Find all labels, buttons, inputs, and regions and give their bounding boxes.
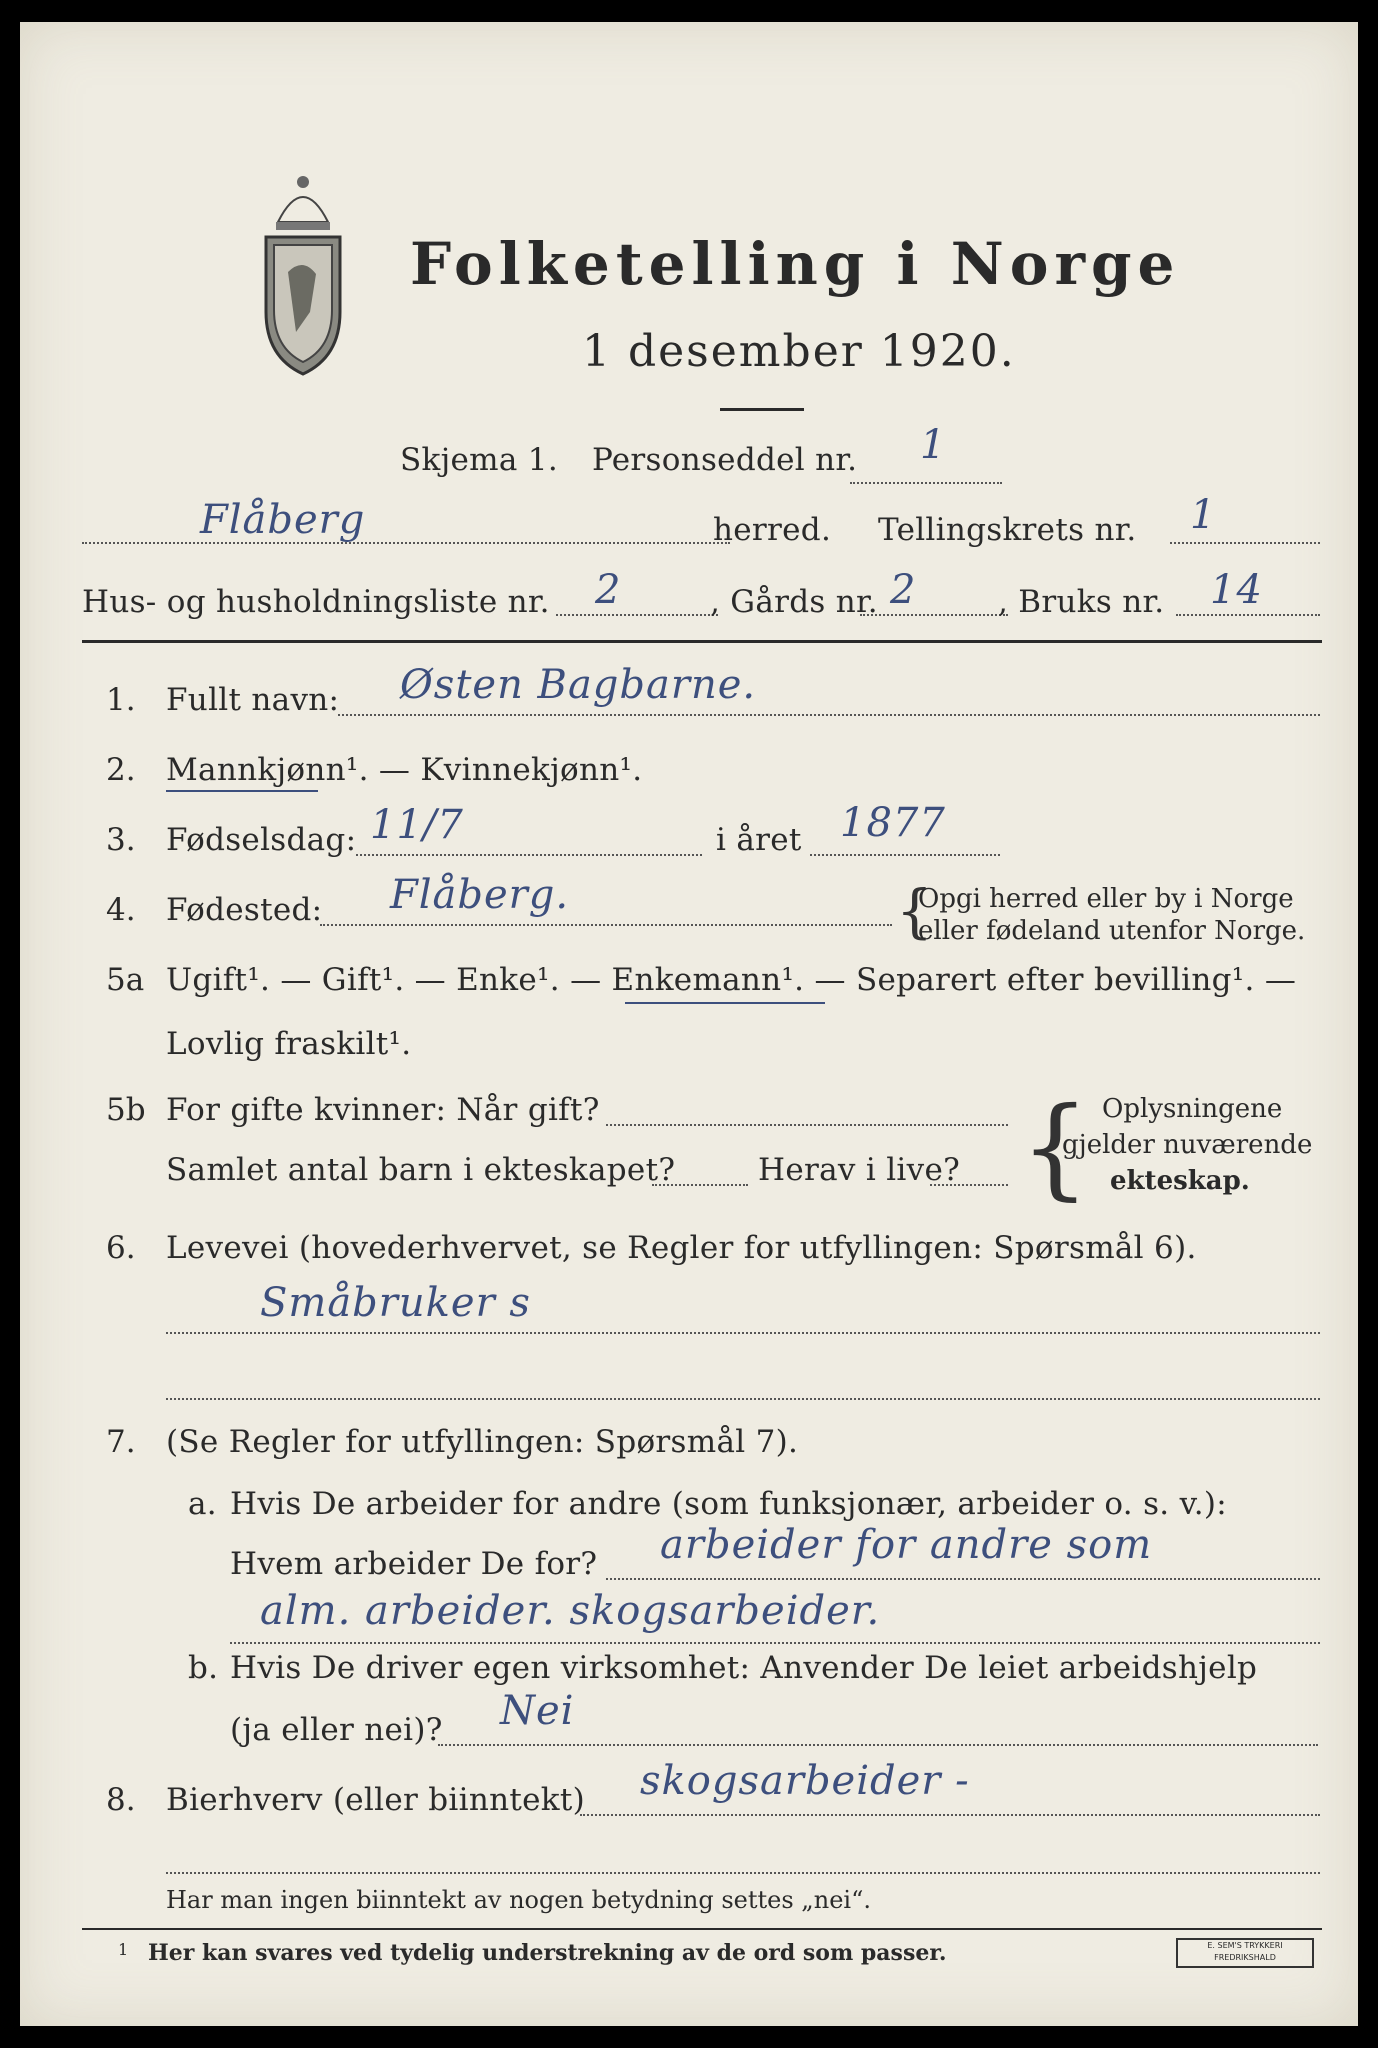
q5a-label-2: Lovlig fraskilt¹.: [166, 1026, 412, 1062]
footer-note: Har man ingen biinntekt av nogen betydning settes „nei“.: [166, 1886, 871, 1914]
herred-line: [82, 542, 730, 544]
bruks-value: 14: [1210, 567, 1263, 613]
q3-number: 3.: [106, 822, 136, 858]
personseddel-value: 1: [920, 422, 947, 468]
q2-label: Mannkjønn¹. — Kvinnekjønn¹.: [166, 752, 643, 788]
q4-value: Flåberg.: [390, 872, 570, 918]
q1-line: [338, 714, 1320, 716]
q4-brace: {: [896, 877, 933, 945]
printer-stamp: E. SEM'S TRYKKERI FREDRIKSHALD: [1176, 1938, 1314, 1968]
q2-number: 2.: [106, 752, 136, 788]
census-form-sheet: [20, 22, 1358, 2026]
q6-label: Levevei (hovederhvervet, se Regler for utfyllingen: Spørsmål 6).: [166, 1230, 1197, 1266]
footer-rule: [82, 1928, 1322, 1930]
q7a-label: Hvis De arbeider for andre (som funksjonær, arbeider o. s. v.):: [230, 1486, 1228, 1522]
hus-line: [556, 614, 718, 616]
q4-line: [320, 924, 892, 926]
q4-number: 4.: [106, 892, 136, 928]
q7a-line-1: [606, 1578, 1320, 1580]
q7a-label-2: Hvem arbeider De for?: [230, 1546, 598, 1582]
q1-value: Østen Bagbarne.: [400, 662, 757, 708]
q7b-letter: b.: [188, 1650, 219, 1686]
herred-value: Flåberg: [200, 497, 366, 543]
bruks-line: [1176, 614, 1320, 616]
q5b-married-line: [606, 1124, 1008, 1126]
hus-label: Hus- og husholdningsliste nr.: [82, 584, 550, 620]
herred-label: herred.: [713, 512, 832, 548]
header-rule: [82, 640, 1322, 643]
q7a-line-2: [230, 1642, 1320, 1644]
q3-value: 11/7: [370, 802, 464, 848]
q3-year-label: i året: [716, 822, 802, 858]
q4-note-2: eller fødeland utenfor Norge.: [918, 916, 1306, 946]
q5b-note-2: gjelder nuværende: [1062, 1130, 1313, 1160]
q5b-label: For gifte kvinner: Når gift?: [166, 1092, 600, 1128]
q5b-children-line: [652, 1184, 748, 1186]
q5b-note-1: Oplysningene: [1102, 1094, 1283, 1124]
q8-line-1: [580, 1814, 1320, 1816]
q5b-alive-line: [930, 1184, 1008, 1186]
q7a-value: arbeider for andre som: [660, 1522, 1153, 1568]
q5a-number: 5a: [106, 962, 145, 998]
q5a-label: Ugift¹. — Gift¹. — Enke¹. — Enkemann¹. — Separert efter bevilling¹. —: [166, 962, 1297, 998]
q8-value: skogsarbeider -: [640, 1758, 970, 1804]
q6-line-2: [166, 1398, 1320, 1400]
q3-label: Fødselsdag:: [166, 822, 357, 858]
coat-of-arms-icon: [248, 162, 358, 382]
personseddel-label: Personseddel nr.: [592, 442, 858, 478]
q4-label: Fødested:: [166, 892, 323, 928]
q7b-label-2: (ja eller nei)?: [230, 1712, 443, 1748]
tellingskrets-label: Tellingskrets nr.: [878, 512, 1137, 548]
q8-number: 8.: [106, 1782, 136, 1818]
q7a-value-2: alm. arbeider. skogsarbeider.: [260, 1588, 881, 1634]
q1-number: 1.: [106, 682, 136, 718]
q7-number: 7.: [106, 1424, 136, 1460]
personseddel-line: [850, 482, 1002, 484]
gards-value: 2: [890, 567, 917, 613]
q6-number: 6.: [106, 1230, 136, 1266]
tellingskrets-value: 1: [1190, 492, 1217, 538]
q3-year-value: 1877: [840, 800, 946, 846]
form-title: Folketelling i Norge: [410, 230, 1181, 298]
q7b-value: Nei: [500, 1688, 575, 1734]
skjema-label: Skjema 1.: [400, 442, 558, 478]
q5b-brace: {: [1020, 1083, 1090, 1211]
q8-line-2: [166, 1872, 1320, 1874]
q3-year-line: [810, 854, 1000, 856]
q5b-label-3: Herav i live?: [758, 1152, 961, 1188]
q5b-number: 5b: [106, 1092, 146, 1128]
q1-label: Fullt navn:: [166, 682, 340, 718]
q2-underline: [166, 790, 318, 792]
tellingskrets-line: [1170, 542, 1320, 544]
q7-label: (Se Regler for utfyllingen: Spørsmål 7).: [166, 1424, 799, 1460]
q5b-label-2: Samlet antal barn i ekteskapet?: [166, 1152, 676, 1188]
q7b-label: Hvis De driver egen virksomhet: Anvender De leiet arbeidshjelp: [230, 1650, 1258, 1686]
census-date: 1 desember 1920.: [582, 326, 1016, 377]
q3-line: [356, 854, 702, 856]
gards-label: , Gårds nr.: [710, 584, 878, 620]
q5b-note-3: ekteskap.: [1110, 1166, 1250, 1196]
q7b-line: [438, 1744, 1318, 1746]
hus-value: 2: [595, 567, 622, 613]
q8-label: Bierhverv (eller biinntekt): [166, 1782, 586, 1818]
bruks-label: , Bruks nr.: [998, 584, 1165, 620]
title-divider: [720, 408, 804, 411]
q6-line-1: [166, 1332, 1320, 1334]
q4-note-1: Opgi herred eller by i Norge: [918, 884, 1294, 914]
gards-line: [860, 614, 1008, 616]
footnote: Her kan svares ved tydelig understrekning av de ord som passer.: [148, 1940, 947, 1966]
q6-value: Småbruker s: [260, 1280, 531, 1326]
footnote-number: 1: [118, 1940, 129, 1959]
q7a-letter: a.: [188, 1486, 217, 1522]
q5a-underline: [625, 1002, 825, 1004]
